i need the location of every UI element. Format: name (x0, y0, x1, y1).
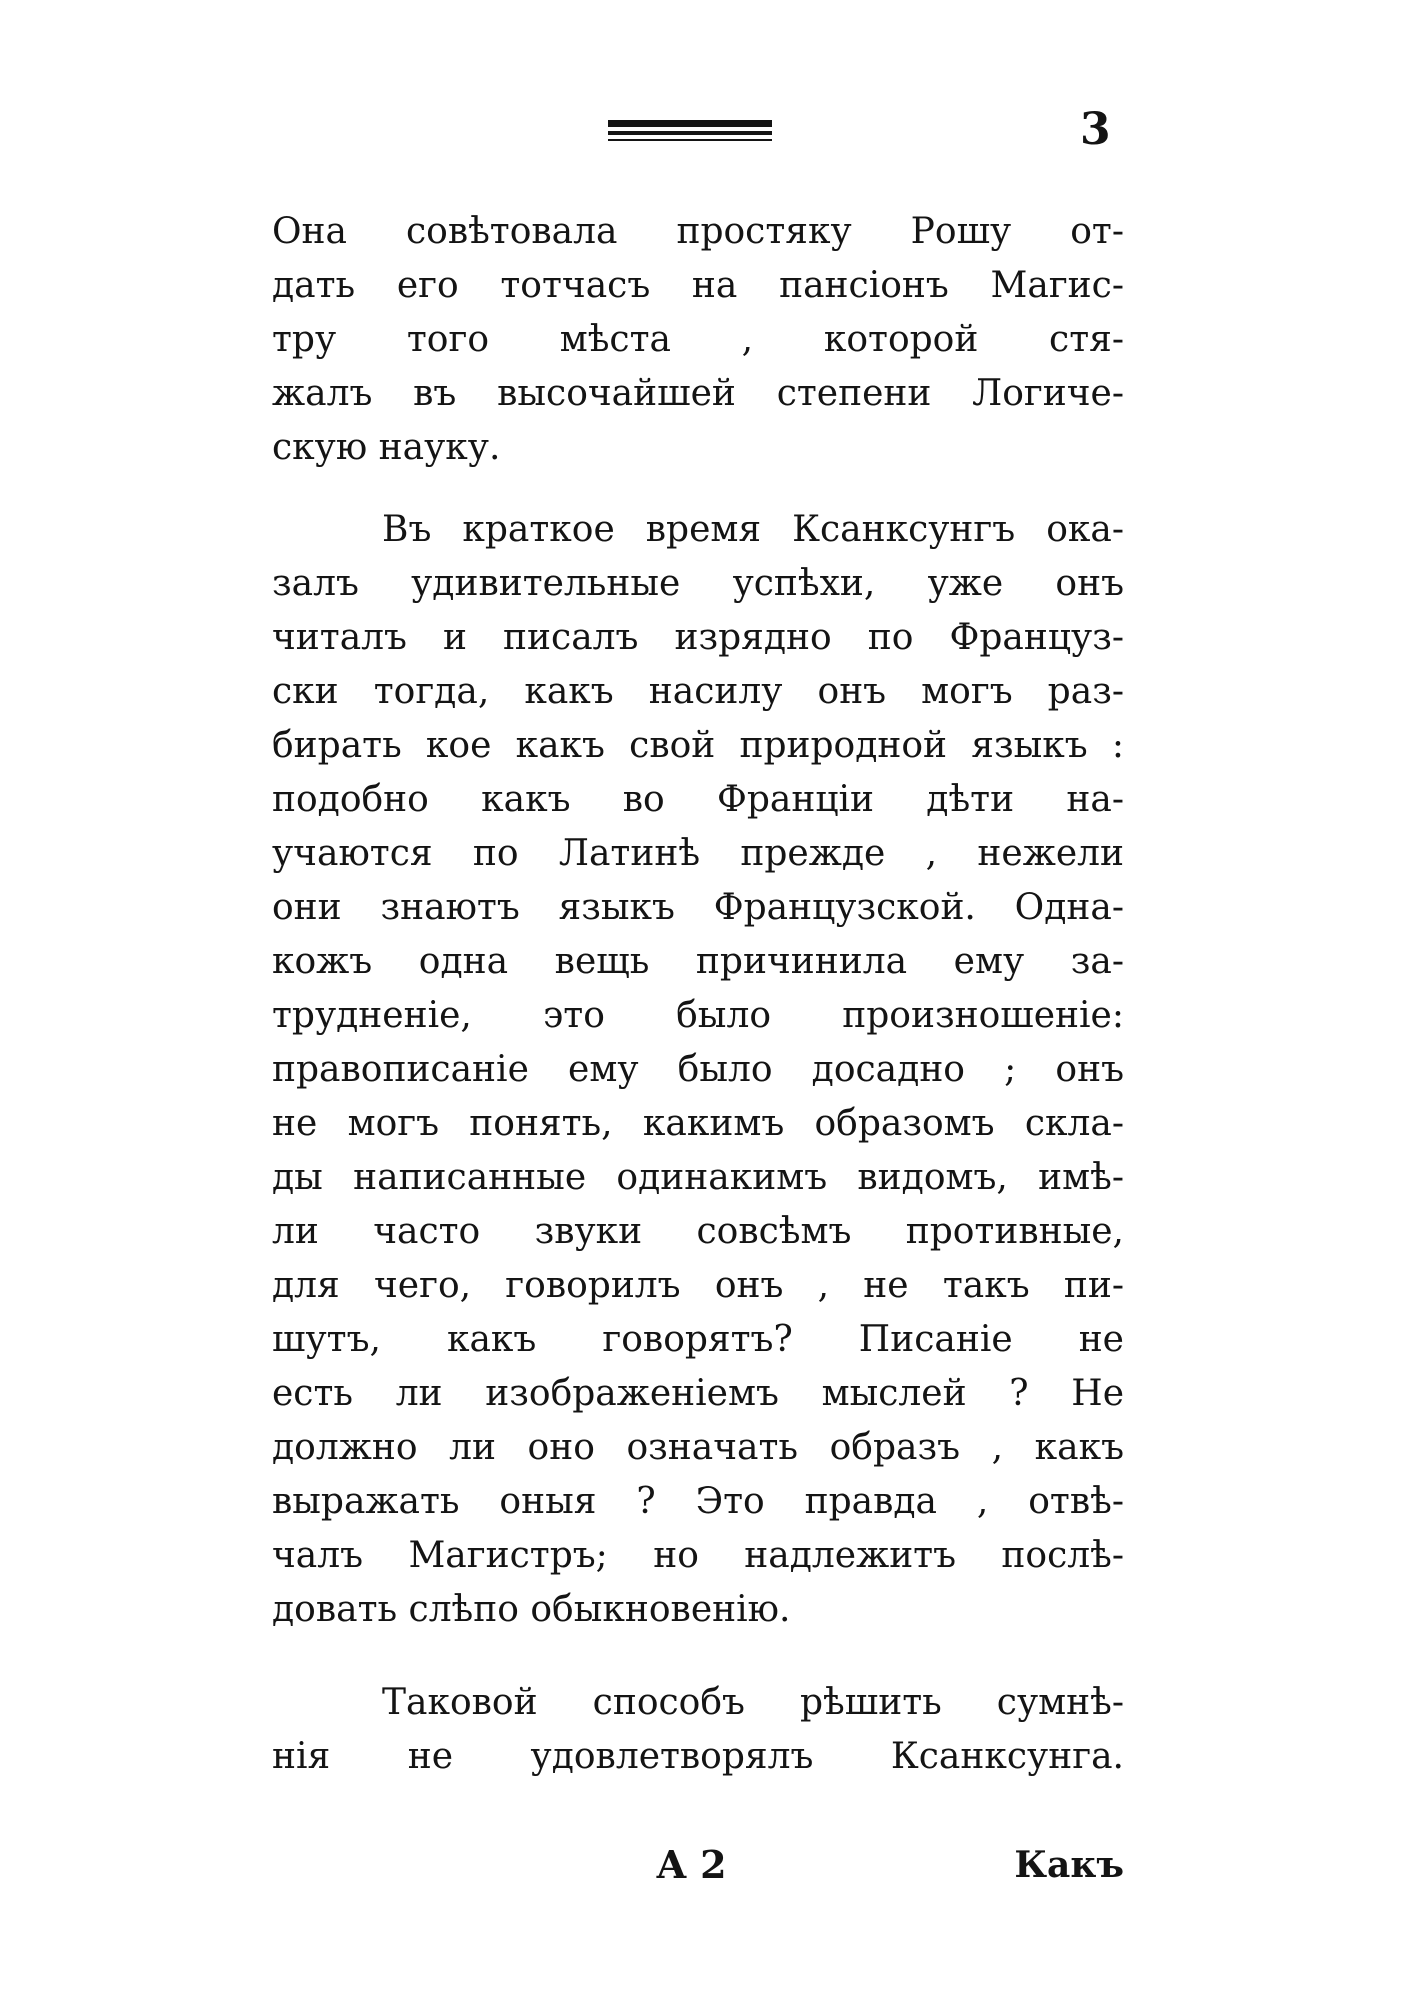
text-line: подобно какъ во Франціи дѣти на- (272, 779, 1124, 820)
text-line: Она совѣтовала простяку Рошу от- (272, 211, 1124, 252)
text-line: выражать оныя ? Это правда , отвѣ- (272, 1481, 1124, 1522)
text-line: читалъ и писалъ изрядно по Француз- (272, 617, 1124, 658)
signature-mark: А 2 (656, 1842, 727, 1887)
text-line: ли часто звуки совсѣмъ противные, (272, 1211, 1124, 1252)
paragraph (272, 205, 1124, 475)
text-line: бирать кое какъ свой природной языкъ : (272, 725, 1124, 766)
header-rule (608, 131, 772, 135)
text-line: ски тогда, какъ насилу онъ могъ раз- (272, 671, 1124, 712)
text-line: они знаютъ языкъ Французской. Одна- (272, 887, 1124, 928)
text-line: жалъ въ высочайшей степени Логиче- (272, 373, 1124, 414)
header-rule (608, 139, 772, 141)
text-line: шутъ, какъ говорятъ? Писаніе не (272, 1319, 1124, 1360)
text-line: Таковой способъ рѣшить сумнѣ- (382, 1682, 1124, 1723)
text-line: ды написанные одинакимъ видомъ, имѣ- (272, 1157, 1124, 1198)
header-rule (608, 120, 772, 127)
text-line: нія не удовлетворялъ Ксанксунга. (272, 1736, 1124, 1777)
text-line: есть ли изображеніемъ мыслей ? Не (272, 1373, 1124, 1414)
text-line: Въ краткое время Ксанксунгъ ока- (382, 509, 1124, 550)
text-line: правописаніе ему было досадно ; онъ (272, 1049, 1124, 1090)
text-line: должно ли оно означать образъ , какъ (272, 1427, 1124, 1468)
paragraph (272, 503, 1124, 1637)
text-line: не могъ понять, какимъ образомъ скла- (272, 1103, 1124, 1144)
text-line: кожъ одна вещь причинила ему за- (272, 941, 1124, 982)
text-line: дать его тотчасъ на пансіонъ Магис- (272, 265, 1124, 306)
text-line: тру того мѣста , которой стя- (272, 319, 1124, 360)
text-line: залъ удивительные успѣхи, уже онъ (272, 563, 1124, 604)
text-line: трудненіе, это было произношеніе: (272, 995, 1124, 1036)
text-line: довать слѣпо обыкновенію. (272, 1589, 791, 1630)
paragraph (272, 1676, 1124, 1784)
text-line: учаются по Латинѣ прежде , нежели (272, 833, 1124, 874)
catchword: Какъ (1014, 1844, 1124, 1886)
text-line: для чего, говорилъ онъ , не такъ пи- (272, 1265, 1124, 1306)
text-line: скую науку. (272, 427, 501, 468)
text-line: чалъ Магистръ; но надлежитъ послѣ- (272, 1535, 1124, 1576)
page-number: 3 (1080, 104, 1111, 155)
